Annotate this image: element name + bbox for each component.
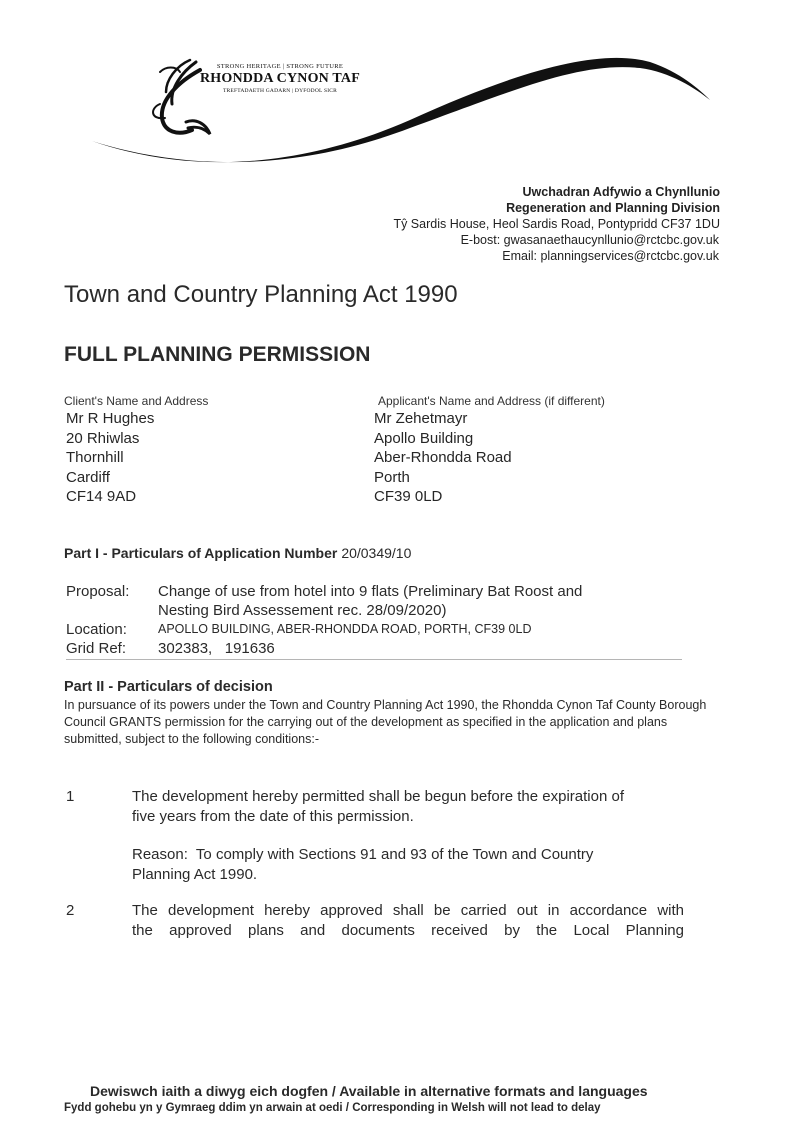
condition-reason bbox=[64, 845, 684, 884]
logo-council-name: RHONDDA CYNON TAF bbox=[200, 71, 360, 86]
condition-line: The development hereby approved shall be carried out in accordance with bbox=[132, 902, 684, 919]
logo-tagline-en: STRONG HERITAGE | STRONG FUTURE bbox=[216, 63, 344, 70]
proposal-line: Change of use from hotel into 9 flats (Preliminary Bat Roost and bbox=[158, 583, 583, 600]
division-address-block bbox=[393, 184, 720, 264]
location-row bbox=[66, 620, 682, 639]
applicant-address-line: Aber-Rhondda Road bbox=[374, 449, 512, 466]
application-number: 20/0349/10 bbox=[341, 545, 412, 561]
division-email: Email: planningservices@rctcbc.gov.uk bbox=[502, 249, 719, 263]
client-postcode: CF14 9AD bbox=[66, 488, 137, 505]
act-title: Town and Country Planning Act 1990 bbox=[64, 281, 458, 308]
client-address-line: 20 Rhiwlas bbox=[66, 429, 140, 447]
client-name: Mr R Hughes bbox=[66, 410, 155, 427]
reason-line: Reason: To comply with Sections 91 and 93 of the Town and Country bbox=[132, 846, 594, 863]
client-address-line: Cardiff bbox=[66, 468, 110, 486]
part1-heading bbox=[64, 545, 411, 561]
reason-line: Planning Act 1990. bbox=[132, 865, 258, 883]
division-postal-address: Tŷ Sardis House, Heol Sardis Road, Pontypridd CF37 1DU bbox=[393, 217, 720, 231]
applicant-postcode: CF39 0LD bbox=[374, 488, 443, 505]
condition-line: The development hereby permitted shall be begun before the expiration of bbox=[132, 788, 624, 805]
permission-title: FULL PLANNING PERMISSION bbox=[64, 343, 371, 366]
proposal-value bbox=[158, 582, 582, 620]
proposal-row bbox=[66, 582, 682, 620]
council-logo bbox=[200, 63, 360, 94]
condition-number: 2 bbox=[66, 902, 75, 919]
part1-heading-text: Part I - Particulars of Application Number bbox=[64, 545, 338, 561]
client-address-block bbox=[64, 394, 208, 507]
client-label: Client's Name and Address bbox=[64, 394, 209, 408]
decision-statement: In pursuance of its powers under the Town and Country Planning Act 1990, the Rhondda Cynon Taf County Borough Council GRANTS permission for the carrying out of the development as specified in the application and plans submitted, subject to the following conditions:- bbox=[64, 698, 707, 746]
division-name-welsh: Uwchadran Adfywio a Chynllunio bbox=[522, 185, 720, 199]
condition-line: the approved plans and documents received by the Local Planning bbox=[132, 921, 684, 939]
division-name-english: Regeneration and Planning Division bbox=[506, 201, 720, 215]
header-swoosh bbox=[0, 0, 800, 200]
condition-item bbox=[64, 901, 684, 940]
applicant-address-line: Apollo Building bbox=[374, 429, 474, 447]
gridref-row bbox=[66, 639, 682, 658]
applicant-address-line: Porth bbox=[374, 468, 410, 486]
applicant-name: Mr Zehetmayr bbox=[374, 410, 468, 427]
location-label: Location: bbox=[66, 621, 127, 638]
condition-number: 1 bbox=[66, 788, 75, 805]
logo-tagline-cy: TREFTADAETH GADARN | DYFODOL SICR bbox=[222, 88, 337, 94]
footer-formats-notice: Dewiswch iaith a diwyg eich dogfen / Available in alternative formats and languages bbox=[90, 1083, 648, 1099]
footer-welsh-notice: Fydd gohebu yn y Gymraeg ddim yn arwain at oedi / Corresponding in Welsh will not lead to delay bbox=[64, 1102, 601, 1114]
division-ebost: E-bost: gwasanaethaucynllunio@rctcbc.gov.uk bbox=[460, 233, 719, 247]
gridref-label: Grid Ref: bbox=[66, 640, 127, 657]
application-particulars bbox=[66, 582, 682, 660]
applicant-label: Applicant's Name and Address (if different) bbox=[378, 394, 605, 408]
condition-text bbox=[132, 901, 684, 940]
location-value: APOLLO BUILDING, ABER-RHONDDA ROAD, PORTH, CF39 0LD bbox=[158, 622, 532, 636]
condition-text bbox=[132, 787, 684, 826]
proposal-label: Proposal: bbox=[66, 583, 130, 600]
reason-text bbox=[132, 845, 684, 884]
proposal-line: Nesting Bird Assessement rec. 28/09/2020) bbox=[158, 602, 447, 619]
applicant-address-block bbox=[374, 394, 605, 507]
part2-heading: Part II - Particulars of decision bbox=[64, 679, 273, 695]
gridref-value: 302383, 191636 bbox=[158, 640, 275, 657]
condition-line: five years from the date of this permission. bbox=[132, 807, 414, 825]
client-address-line: Thornhill bbox=[66, 449, 124, 466]
condition-item bbox=[64, 787, 684, 826]
